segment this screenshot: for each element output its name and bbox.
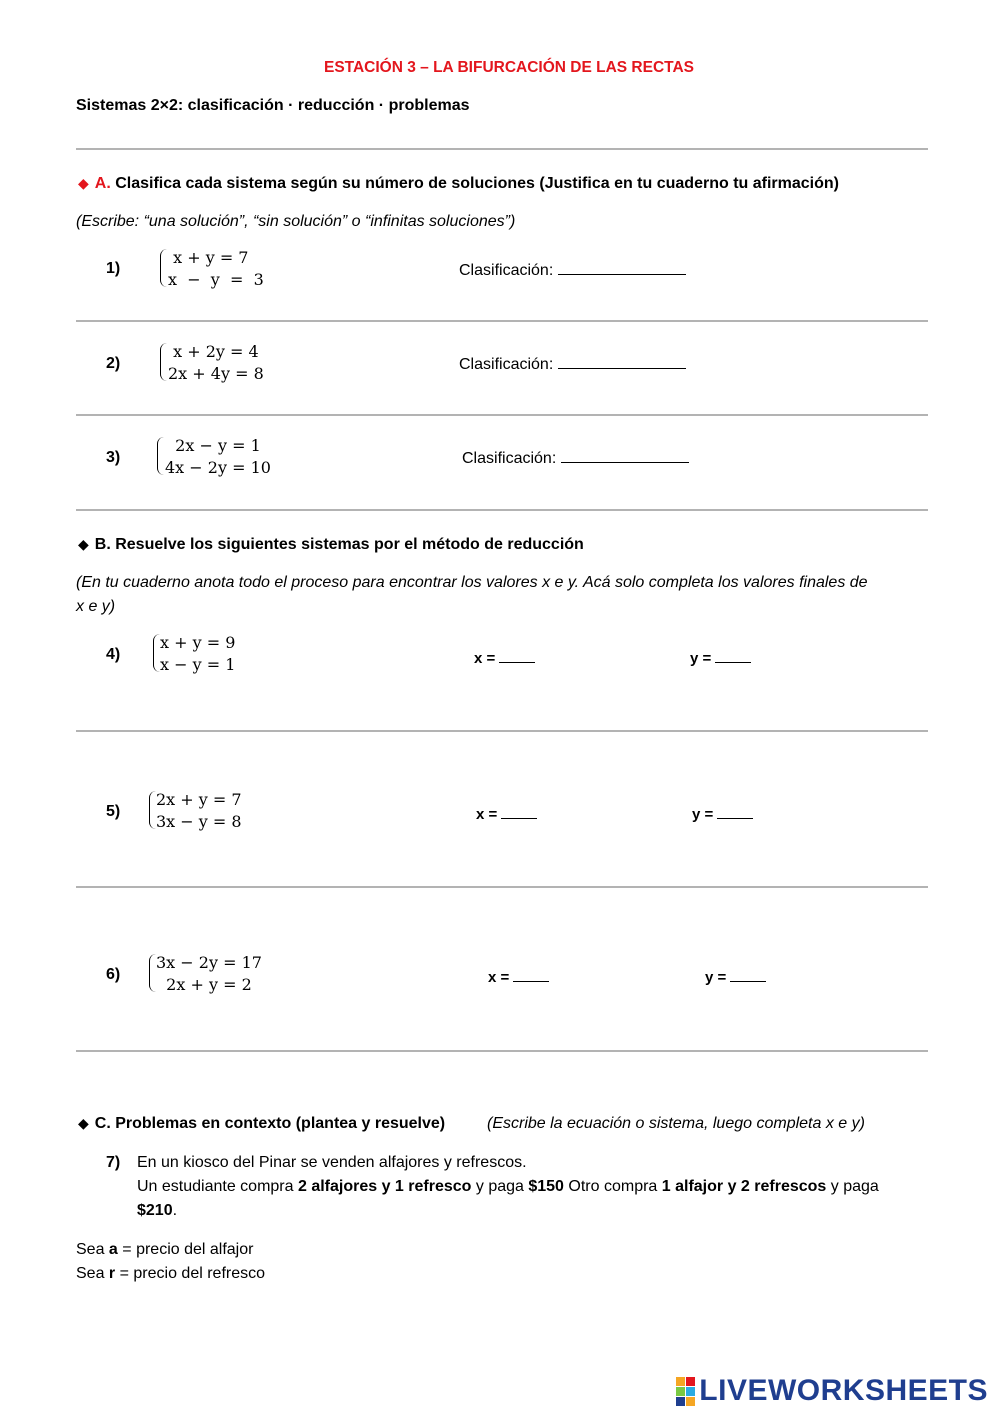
item-number: 1) <box>106 260 121 277</box>
problem-line-1: En un kiosco del Pinar se venden alfajores y refrescos. <box>137 1154 527 1171</box>
x-answer-field[interactable] <box>488 967 549 986</box>
classification-label: Clasificación: <box>459 356 554 373</box>
equation-system <box>160 341 264 385</box>
y-label: y = <box>705 969 727 986</box>
bold-text: $150 <box>528 1178 564 1195</box>
section-a-letter: A. <box>94 175 111 192</box>
problem-statement <box>137 1151 927 1223</box>
x-blank[interactable] <box>499 648 535 663</box>
classification-label: Clasificación: <box>459 262 554 279</box>
section-b-instruction-2: x e y) <box>76 598 116 615</box>
equation-system <box>149 952 262 996</box>
item-number: 4) <box>106 646 121 663</box>
liveworksheets-logo <box>676 1374 988 1408</box>
variable-letter: r <box>108 1265 116 1282</box>
section-c-heading <box>78 1115 445 1133</box>
text: Otro compra <box>563 1178 662 1195</box>
item-number: 5) <box>106 803 121 820</box>
y-answer-field[interactable] <box>705 967 766 986</box>
x-label: x = <box>476 806 498 823</box>
logo-text: LIVEWORKSHEETS <box>699 1374 988 1407</box>
x-label: x = <box>474 650 496 667</box>
text: = precio del alfajor <box>117 1241 254 1258</box>
equation-1: 2x + y = 7 <box>156 790 242 809</box>
y-blank[interactable] <box>717 804 753 819</box>
x-blank[interactable] <box>501 804 537 819</box>
classification-blank[interactable] <box>561 448 689 463</box>
equation-1: 3x − 2y = 17 <box>156 953 262 972</box>
x-answer-field[interactable] <box>474 648 535 667</box>
equation-1: x + y = 9 <box>160 633 236 652</box>
brace-icon <box>160 249 167 287</box>
brace-icon <box>149 791 156 829</box>
divider <box>76 509 928 511</box>
divider <box>76 148 928 150</box>
section-c-instruction: (Escribe la ecuación o sistema, luego completa x e y) <box>487 1115 865 1132</box>
section-b-heading <box>78 536 584 554</box>
text: . <box>172 1202 178 1219</box>
diamond-icon: ◆ <box>78 175 89 191</box>
brace-icon <box>149 954 156 992</box>
item-number: 2) <box>106 355 121 372</box>
y-label: y = <box>692 806 714 823</box>
divider <box>76 320 928 322</box>
variable-letter: a <box>108 1241 118 1258</box>
x-answer-field[interactable] <box>476 804 537 823</box>
brace-icon <box>157 437 164 475</box>
divider <box>76 414 928 416</box>
logo-grid-icon <box>676 1377 695 1406</box>
equation-1: 2x − y = 1 <box>165 436 261 455</box>
equation-system <box>153 632 235 676</box>
equation-1: x + y = 7 <box>168 248 249 267</box>
divider <box>76 886 928 888</box>
x-blank[interactable] <box>513 967 549 982</box>
divider <box>76 730 928 732</box>
variable-a <box>76 1238 265 1262</box>
classification-field[interactable] <box>459 260 686 280</box>
y-label: y = <box>690 650 712 667</box>
text: = precio del refresco <box>115 1265 266 1282</box>
variable-r <box>76 1262 265 1286</box>
brace-icon <box>160 343 167 381</box>
equation-system <box>160 247 264 291</box>
equation-2: x − y = 1 <box>160 655 236 674</box>
classification-blank[interactable] <box>558 354 686 369</box>
equation-1: x + 2y = 4 <box>168 342 259 361</box>
bold-text: 2 alfajores y 1 refresco <box>297 1178 472 1195</box>
text: Un estudiante compra <box>137 1178 298 1195</box>
text: Sea <box>76 1241 109 1258</box>
section-a-heading-text: Clasifica cada sistema según su número de soluciones (Justifica en tu cuaderno tu afirmación) <box>110 175 839 192</box>
section-a-heading <box>78 175 839 193</box>
equation-2: 3x − y = 8 <box>156 812 242 831</box>
item-number: 6) <box>106 966 121 983</box>
text: Sea <box>76 1265 109 1282</box>
equation-2: x − y = 3 <box>168 270 264 289</box>
text: y paga <box>471 1178 529 1195</box>
variable-definitions <box>76 1238 265 1286</box>
y-blank[interactable] <box>730 967 766 982</box>
diamond-icon: ◆ <box>78 536 89 552</box>
problem-line-2 <box>137 1175 927 1199</box>
x-label: x = <box>488 969 510 986</box>
classification-field[interactable] <box>459 354 686 374</box>
classification-label: Clasificación: <box>462 450 557 467</box>
worksheet-title: ESTACIÓN 3 – LA BIFURCACIÓN DE LAS RECTAS <box>323 59 694 76</box>
section-c-heading-text: C. Problemas en contexto (plantea y resuelve) <box>94 1115 446 1132</box>
equation-system <box>157 435 271 479</box>
section-a-instruction: (Escribe: “una solución”, “sin solución” o “infinitas soluciones”) <box>76 213 516 230</box>
classification-field[interactable] <box>462 448 689 468</box>
item-number: 3) <box>106 449 121 466</box>
equation-2: 4x − 2y = 10 <box>165 458 271 477</box>
section-b-heading-text: B. Resuelve los siguientes sistemas por el método de reducción <box>94 536 584 553</box>
bold-text: 1 alfajor y 2 refrescos <box>661 1178 827 1195</box>
section-b-instruction-1: (En tu cuaderno anota todo el proceso para encontrar los valores x e y. Acá solo completa los valores finales de <box>76 574 868 591</box>
equation-2: 2x + 4y = 8 <box>168 364 264 383</box>
diamond-icon: ◆ <box>78 1115 89 1131</box>
brace-icon <box>153 634 160 672</box>
classification-blank[interactable] <box>558 260 686 275</box>
y-blank[interactable] <box>715 648 751 663</box>
problem-number: 7) <box>106 1154 121 1171</box>
text: y paga <box>826 1178 879 1195</box>
problem-line-3 <box>137 1199 927 1223</box>
equation-system <box>149 789 242 833</box>
y-answer-field[interactable] <box>690 648 751 667</box>
bold-text: $210 <box>137 1202 173 1219</box>
y-answer-field[interactable] <box>692 804 753 823</box>
worksheet-subtitle: Sistemas 2×2: clasificación · reducción · problemas <box>76 97 470 114</box>
divider <box>76 1050 928 1052</box>
equation-2: 2x + y = 2 <box>156 975 252 994</box>
